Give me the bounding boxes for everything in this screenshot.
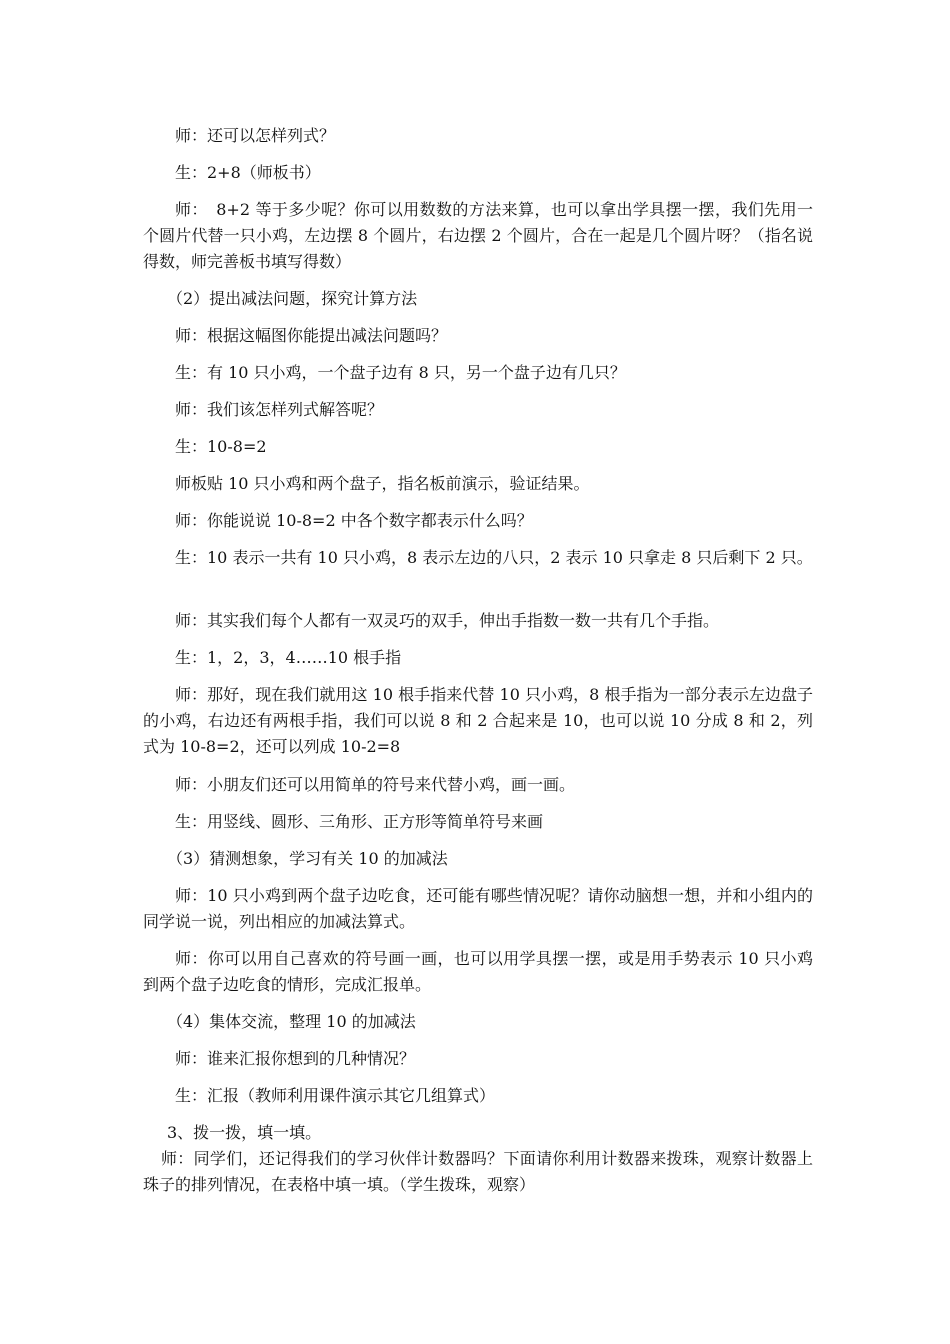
paragraph-8: 生：10-8=2 <box>175 437 267 456</box>
paragraph-14: 师：那好，现在我们就用这 10 根手指来代替 10 只小鸡，8 根手指为一部分表示左边盘子的小鸡，右边还有两根手指，我们可以说 8 和 2 合起来是 10，也可以说 10 分成 8 和 2，列式为 10-8=2，还可以列成 10-2=8 <box>143 685 813 756</box>
paragraph-23: 3、拨一拨，填一填。 <box>167 1123 322 1142</box>
paragraph-9: 师板贴 10 只小鸡和两个盘子，指名板前演示，验证结果。 <box>175 474 590 493</box>
paragraph-22: 生：汇报（教师利用课件演示其它几组算式） <box>175 1086 496 1105</box>
paragraph-6: 生：有 10 只小鸡，一个盘子边有 8 只，另一个盘子边有几只？ <box>175 363 626 382</box>
paragraph-3: 师： 8+2 等于多少呢？你可以用数数的方法来算，也可以拿出学具摆一摆，我们先用一个圆片代替一只小鸡，左边摆 8 个圆片，右边摆 2 个圆片，合在一起是几个圆片呀？（指名说得数，师完善板书填写得数） <box>143 200 813 271</box>
paragraph-20: （4）集体交流，整理 10 的加减法 <box>167 1012 416 1031</box>
paragraph-24: 师：同学们，还记得我们的学习伙伴计数器吗？下面请你利用计数器来拨珠，观察计数器上珠子的排列情况，在表格中填一填。（学生拨珠，观察） <box>143 1149 813 1194</box>
paragraph-17: （3）猜测想象，学习有关 10 的加减法 <box>167 849 448 868</box>
paragraph-10: 师：你能说说 10-8=2 中各个数字都表示什么吗？ <box>175 511 533 530</box>
paragraph-15: 师：小朋友们还可以用简单的符号来代替小鸡，画一画。 <box>175 775 576 794</box>
paragraph-7: 师：我们该怎样列式解答呢？ <box>175 400 384 419</box>
paragraph-13: 生：1，2，3，4……10 根手指 <box>175 648 402 667</box>
paragraph-2: 生：2+8（师板书） <box>175 163 321 182</box>
paragraph-19: 师：你可以用自己喜欢的符号画一画，也可以用学具摆一摆，或是用手势表示 10 只小鸡到两个盘子边吃食的情形，完成汇报单。 <box>143 949 813 994</box>
paragraph-1: 师：还可以怎样列式？ <box>175 126 336 145</box>
paragraph-4: （2）提出减法问题，探究计算方法 <box>167 289 418 308</box>
paragraph-12: 师：其实我们每个人都有一双灵巧的双手，伸出手指数一数一共有几个手指。 <box>175 611 720 630</box>
paragraph-18: 师：10 只小鸡到两个盘子边吃食，还可能有哪些情况呢？请你动脑想一想，并和小组内的同学说一说，列出相应的加减法算式。 <box>143 886 813 931</box>
paragraph-16: 生：用竖线、圆形、三角形、正方形等简单符号来画 <box>175 812 544 831</box>
paragraph-11: 生：10 表示一共有 10 只小鸡，8 表示左边的八只，2 表示 10 只拿走 8 只后剩下 2 只。 <box>175 548 813 567</box>
paragraph-21: 师：谁来汇报你想到的几种情况？ <box>175 1049 416 1068</box>
paragraph-5: 师：根据这幅图你能提出减法问题吗？ <box>175 326 448 345</box>
